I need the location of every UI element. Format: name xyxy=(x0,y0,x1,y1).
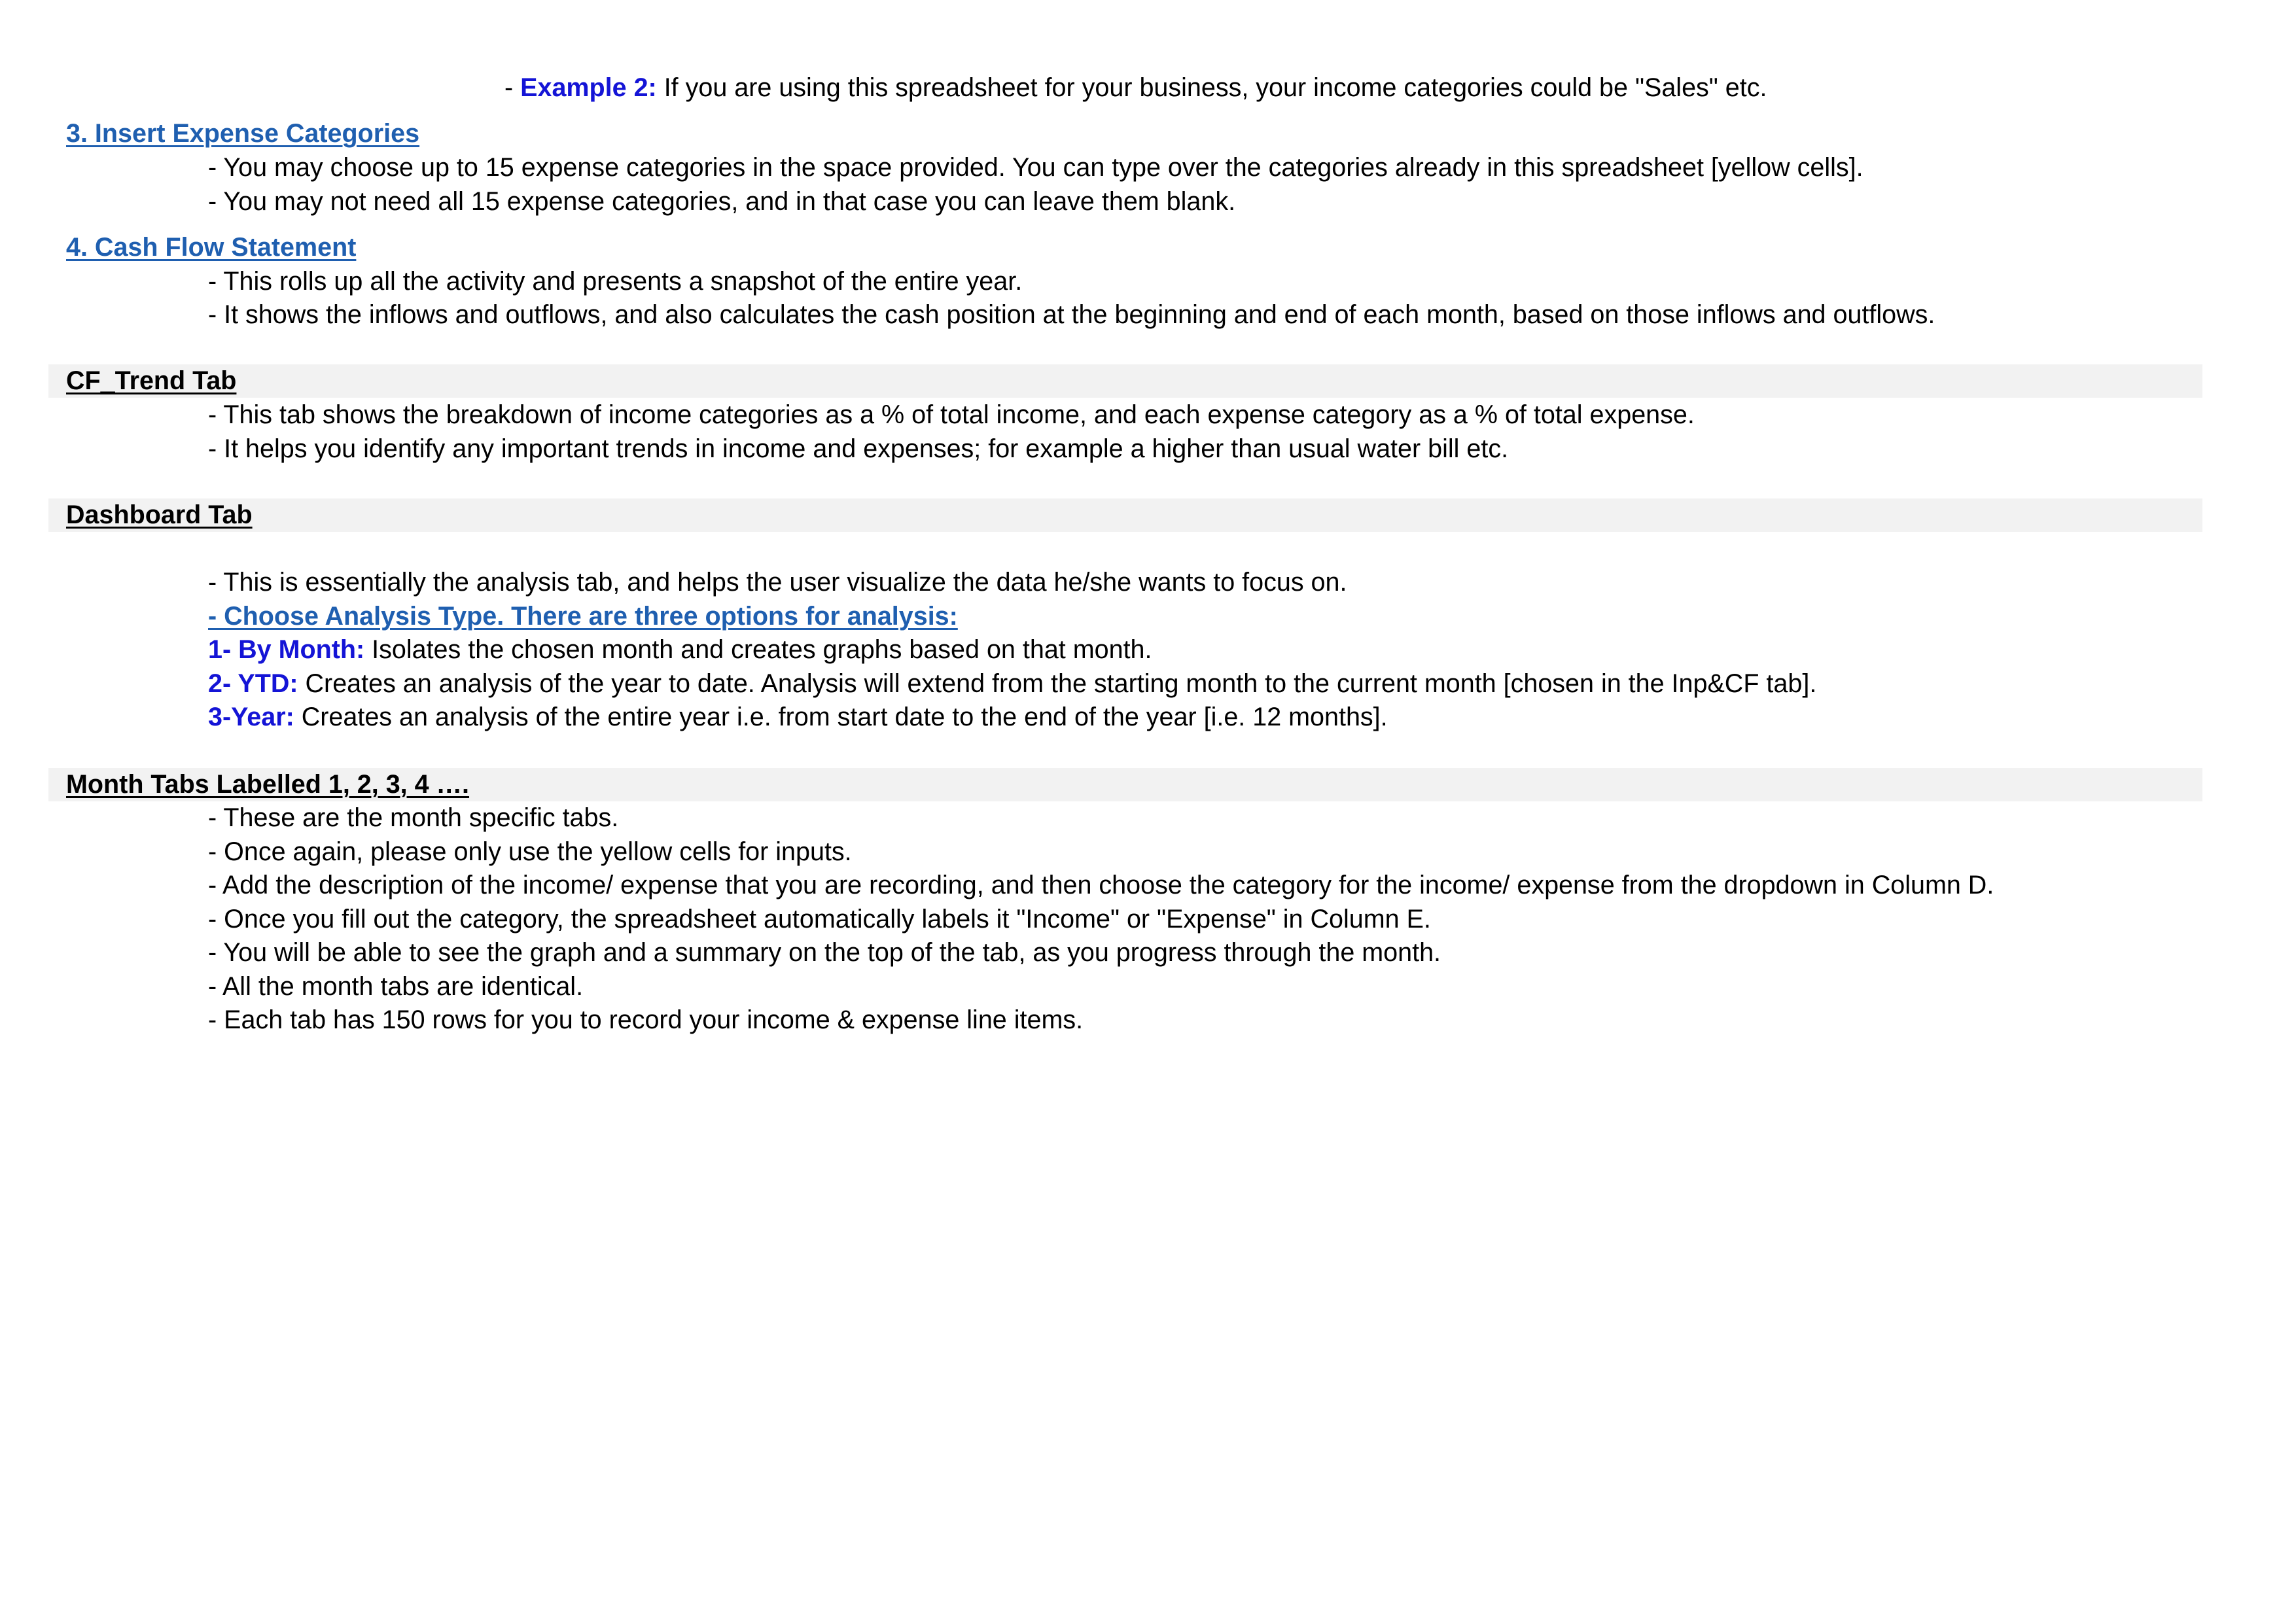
cf-trend-heading xyxy=(66,364,236,398)
month-tabs-line-7: - Each tab has 150 rows for you to record your income & expense line items. xyxy=(208,1005,1084,1034)
analysis-option-ytd xyxy=(208,667,1816,701)
insert-expense-line-2: - You may not need all 15 expense categories, and in that case you can leave them blank. xyxy=(208,187,1236,216)
choose-analysis-heading-text[interactable]: - Choose Analysis Type. There are three options for analysis: xyxy=(208,602,958,631)
cash-flow-line-1: - This rolls up all the activity and presents a snapshot of the entire year. xyxy=(208,267,1023,296)
dashboard-heading xyxy=(66,498,253,532)
month-tabs-heading xyxy=(66,767,469,801)
dashboard-heading-text: Dashboard Tab xyxy=(66,500,253,529)
dashboard-band xyxy=(48,498,2202,532)
cf-trend-line-2: - It helps you identify any important trends in income and expenses; for example a higher than usual water bill etc. xyxy=(208,434,1509,463)
month-tabs-line-6: - All the month tabs are identical. xyxy=(208,972,584,1001)
analysis-option-text: Isolates the chosen month and creates graphs based on that month. xyxy=(364,635,1152,664)
choose-analysis-heading[interactable] xyxy=(208,599,958,633)
month-tabs-line-1: - These are the month specific tabs. xyxy=(208,803,619,832)
example-2-text: If you are using this spreadsheet for your business, your income categories could be "Sales" etc. xyxy=(656,73,1767,102)
cash-flow-heading[interactable] xyxy=(66,230,356,264)
example-2-prefix: - xyxy=(504,73,521,102)
analysis-option-label: 3-Year: xyxy=(208,703,294,731)
analysis-option-text: Creates an analysis of the year to date. Analysis will extend from the starting month to the current month [chosen in the Inp&CF tab]. xyxy=(298,669,1817,698)
insert-expense-heading-text[interactable]: 3. Insert Expense Categories xyxy=(66,119,420,148)
month-tabs-line-4: - Once you fill out the category, the spreadsheet automatically labels it "Income" or "Expense" in Column E. xyxy=(208,905,1431,934)
month-tabs-line-3: - Add the description of the income/ expense that you are recording, and then choose the category for the income/ expense from the dropdown in Column D. xyxy=(208,871,1994,899)
cash-flow-heading-text[interactable]: 4. Cash Flow Statement xyxy=(66,233,357,262)
insert-expense-line-1: - You may choose up to 15 expense categories in the space provided. You can type over the categories already in this spreadsheet [yellow cells]. xyxy=(208,153,1863,182)
cash-flow-line-2: - It shows the inflows and outflows, and also calculates the cash position at the beginning and end of each month, based on those inflows and outflows. xyxy=(208,300,1935,329)
example-2-line xyxy=(504,71,1767,105)
analysis-option-label: 2- YTD: xyxy=(208,669,298,698)
insert-expense-heading[interactable] xyxy=(66,116,419,150)
month-tabs-line-2: - Once again, please only use the yellow cells for inputs. xyxy=(208,837,852,866)
cf-trend-band xyxy=(48,364,2202,398)
month-tabs-heading-text: Month Tabs Labelled 1, 2, 3, 4 …. xyxy=(66,770,470,799)
cf-trend-heading-text: CF_Trend Tab xyxy=(66,366,237,395)
month-tabs-line-5: - You will be able to see the graph and a summary on the top of the tab, as you progress through the month. xyxy=(208,938,1441,967)
dashboard-intro: - This is essentially the analysis tab, and helps the user visualize the data he/she wants to focus on. xyxy=(208,568,1347,597)
analysis-option-by-month xyxy=(208,633,1152,667)
example-2-label: Example 2: xyxy=(520,73,657,102)
analysis-option-text: Creates an analysis of the entire year i.e. from start date to the end of the year [i.e. 12 months]. xyxy=(294,703,1388,731)
analysis-option-label: 1- By Month: xyxy=(208,635,365,664)
analysis-option-year xyxy=(208,700,1388,734)
cf-trend-line-1: - This tab shows the breakdown of income categories as a % of total income, and each expense category as a % of total expense. xyxy=(208,400,1695,429)
